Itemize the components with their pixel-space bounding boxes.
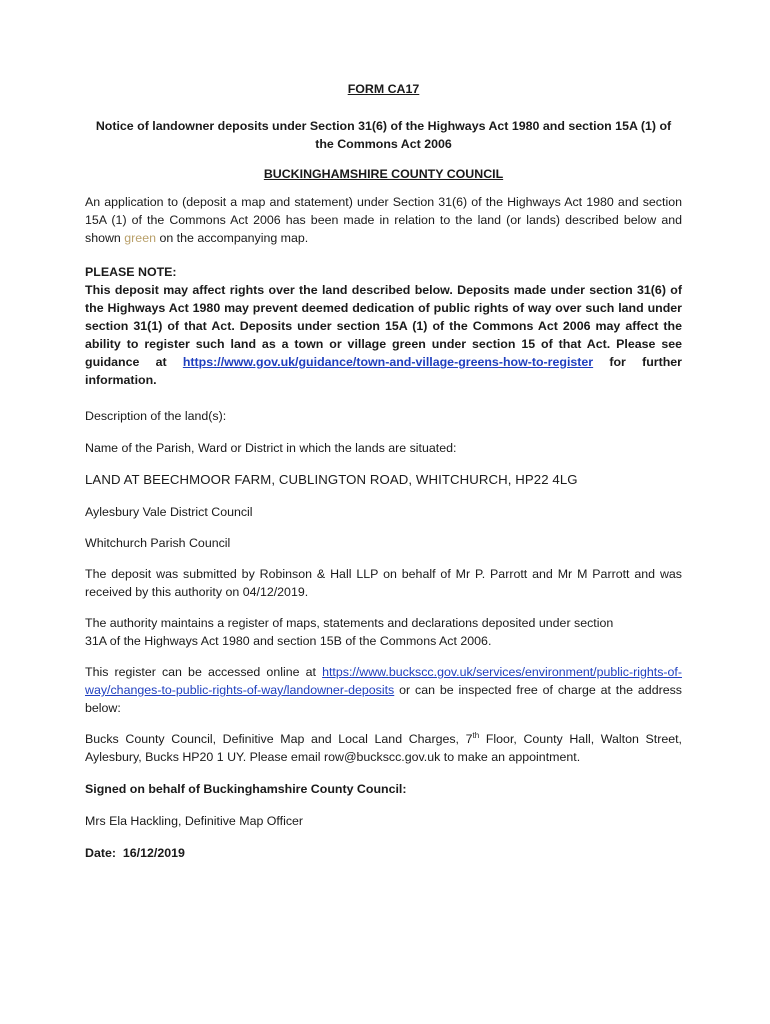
register-line-2: 31A of the Highways Act 1980 and section 15B of the Commons Act 2006. xyxy=(85,634,492,648)
date-line xyxy=(85,844,682,862)
access-text: This register can be accessed online at xyxy=(85,665,316,679)
notice-document xyxy=(85,80,682,862)
description-label: Description of the land(s): xyxy=(85,409,227,423)
form-title: FORM CA17 xyxy=(347,82,420,96)
register-link[interactable]: https://www.buckscc.gov.uk/services/environment/public-rights-of-way/changes-to-public-rights-of-way/landowner-deposits xyxy=(85,665,682,697)
land-name: LAND AT BEECHMOOR FARM, CUBLINGTON ROAD, WHITCHURCH, HP22 4LG xyxy=(85,472,578,487)
council-heading: BUCKINGHAMSHIRE COUNTY COUNCIL xyxy=(263,167,504,181)
notice-title: Notice of landowner deposits under Section 31(6) of the Highways Act 1980 and section 15A (1) of the Commons Act 2006 xyxy=(95,119,672,151)
ordinal-suffix: th xyxy=(472,730,480,740)
intro-text-end: on the accompanying map. xyxy=(159,231,309,245)
address-paragraph xyxy=(85,730,682,766)
address-part-1: Bucks County Council, Definitive Map and Local Land Charges, 7 xyxy=(85,732,473,746)
please-note-end: for further information. xyxy=(85,355,683,387)
date-label: Date: xyxy=(85,846,116,860)
date-value: 16/12/2019 xyxy=(122,846,185,860)
parish-label: Name of the Parish, Ward or District in which the lands are situated: xyxy=(85,441,457,455)
please-note-heading: PLEASE NOTE: xyxy=(85,265,177,279)
access-paragraph xyxy=(85,663,682,717)
please-note-text: This deposit may affect rights over the land described below. Deposits made under section 31(6) of the Highways Act 1980 may prevent deemed dedication of public rights of way over such land under section 31(1) of that Act. Deposits under section 15A (1) of the Commons Act 2006 may affect the ability to register such land as a town or village green under section 15 of that Act. Please see guidance at xyxy=(85,283,682,369)
parish-council: Whitchurch Parish Council xyxy=(85,536,231,550)
address-part-2: Floor, County Hall, Walton Street, Aylesbury, Bucks HP20 1 UY. Please email row@buckscc.gov.uk to make an appointment. xyxy=(85,732,682,764)
please-note-paragraph xyxy=(85,281,682,389)
deposit-paragraph: The deposit was submitted by Robinson & Hall LLP on behalf of Mr P. Parrott and Mr M Parrott and was received by this authority on 04/12/2019. xyxy=(85,567,682,599)
access-text-end: or can be inspected free of charge at the address below: xyxy=(85,683,682,715)
intro-paragraph xyxy=(85,193,682,247)
district-council: Aylesbury Vale District Council xyxy=(85,505,253,519)
guidance-link[interactable]: https://www.gov.uk/guidance/town-and-village-greens-how-to-register xyxy=(182,355,594,369)
officer-name: Mrs Ela Hackling, Definitive Map Officer xyxy=(85,814,304,828)
signed-label: Signed on behalf of Buckinghamshire County Council: xyxy=(85,782,407,796)
register-line-1: The authority maintains a register of maps, statements and declarations deposited under section xyxy=(85,616,614,630)
intro-text: An application to (deposit a map and statement) under Section 31(6) of the Highways Act 1980 and section 15A (1) of the Commons Act 2006 has been made in relation to the land (or lands) described below and shown xyxy=(85,195,682,245)
green-word: green xyxy=(124,231,156,245)
